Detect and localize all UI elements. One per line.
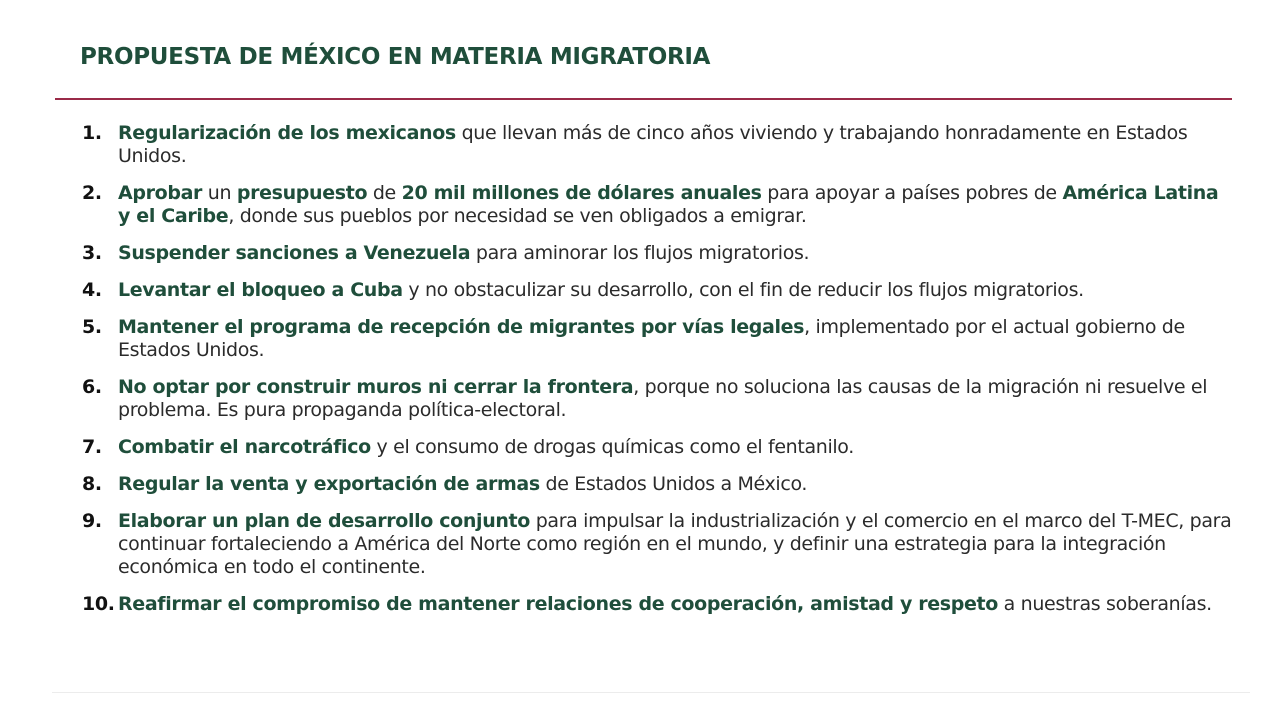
item-highlight: Suspender sanciones a Venezuela <box>118 242 471 264</box>
item-text: para impulsar la industrialización y el comercio en el marco del T-MEC, para continuar fortaleciendo a América del Norte como región en el mundo, y definir una estrategia para la integración económica en todo el continente. <box>118 510 1232 578</box>
item-text: de <box>367 182 402 204</box>
item-text: de Estados Unidos a México. <box>539 473 808 495</box>
item-highlight: Regular la venta y exportación de armas <box>118 473 540 495</box>
list-item <box>82 242 1232 265</box>
item-text: , porque no soluciona las causas de la migración ni resuelve el problema. Es pura propaganda política-electoral. <box>118 376 1208 421</box>
item-number: 7. <box>82 436 102 458</box>
item-number: 6. <box>82 376 102 398</box>
title-divider <box>55 98 1232 100</box>
item-number: 1. <box>82 122 102 144</box>
item-text: , donde sus pueblos por necesidad se ven obligados a emigrar. <box>228 205 807 227</box>
item-text: , implementado por el actual gobierno de Estados Unidos. <box>118 316 1185 361</box>
list-item <box>82 376 1232 422</box>
item-highlight: presupuesto <box>236 182 368 204</box>
item-number: 4. <box>82 279 102 301</box>
item-text: y el consumo de drogas químicas como el fentanilo. <box>370 436 854 458</box>
item-highlight: Levantar el bloqueo a Cuba <box>118 279 403 301</box>
item-highlight: Aprobar <box>118 182 203 204</box>
item-text: un <box>202 182 237 204</box>
item-highlight: Mantener el programa de recepción de migrantes por vías legales <box>118 316 805 338</box>
item-text: a nuestras soberanías. <box>997 593 1212 615</box>
list-item <box>82 593 1232 616</box>
item-highlight: No optar por construir muros ni cerrar la frontera <box>118 376 634 398</box>
list-item <box>82 436 1232 459</box>
item-highlight: Elaborar un plan de desarrollo conjunto <box>118 510 530 532</box>
proposal-list <box>82 122 1232 630</box>
list-item <box>82 510 1232 579</box>
item-number: 3. <box>82 242 102 264</box>
item-highlight: Combatir el narcotráfico <box>118 436 371 458</box>
page-title: PROPUESTA DE MÉXICO EN MATERIA MIGRATORIA <box>80 44 711 70</box>
item-text: para apoyar a países pobres de <box>761 182 1063 204</box>
item-number: 10. <box>82 593 115 615</box>
list-item <box>82 182 1232 228</box>
item-highlight: 20 mil millones de dólares anuales <box>401 182 762 204</box>
item-text: que llevan más de cinco años viviendo y trabajando honradamente en Estados Unidos. <box>118 122 1188 167</box>
item-highlight: Reafirmar el compromiso de mantener relaciones de cooperación, amistad y respeto <box>118 593 998 615</box>
item-number: 9. <box>82 510 102 532</box>
list-item <box>82 473 1232 496</box>
item-number: 5. <box>82 316 102 338</box>
item-number: 8. <box>82 473 102 495</box>
item-text: y no obstaculizar su desarrollo, con el fin de reducir los flujos migratorios. <box>402 279 1084 301</box>
list-item <box>82 316 1232 362</box>
item-number: 2. <box>82 182 102 204</box>
item-highlight: América Latina y el Caribe <box>118 182 1219 227</box>
list-item <box>82 122 1232 168</box>
item-highlight: Regularización de los mexicanos <box>118 122 456 144</box>
item-text: para aminorar los flujos migratorios. <box>470 242 810 264</box>
list-item <box>82 279 1232 302</box>
footer-divider <box>52 692 1250 693</box>
